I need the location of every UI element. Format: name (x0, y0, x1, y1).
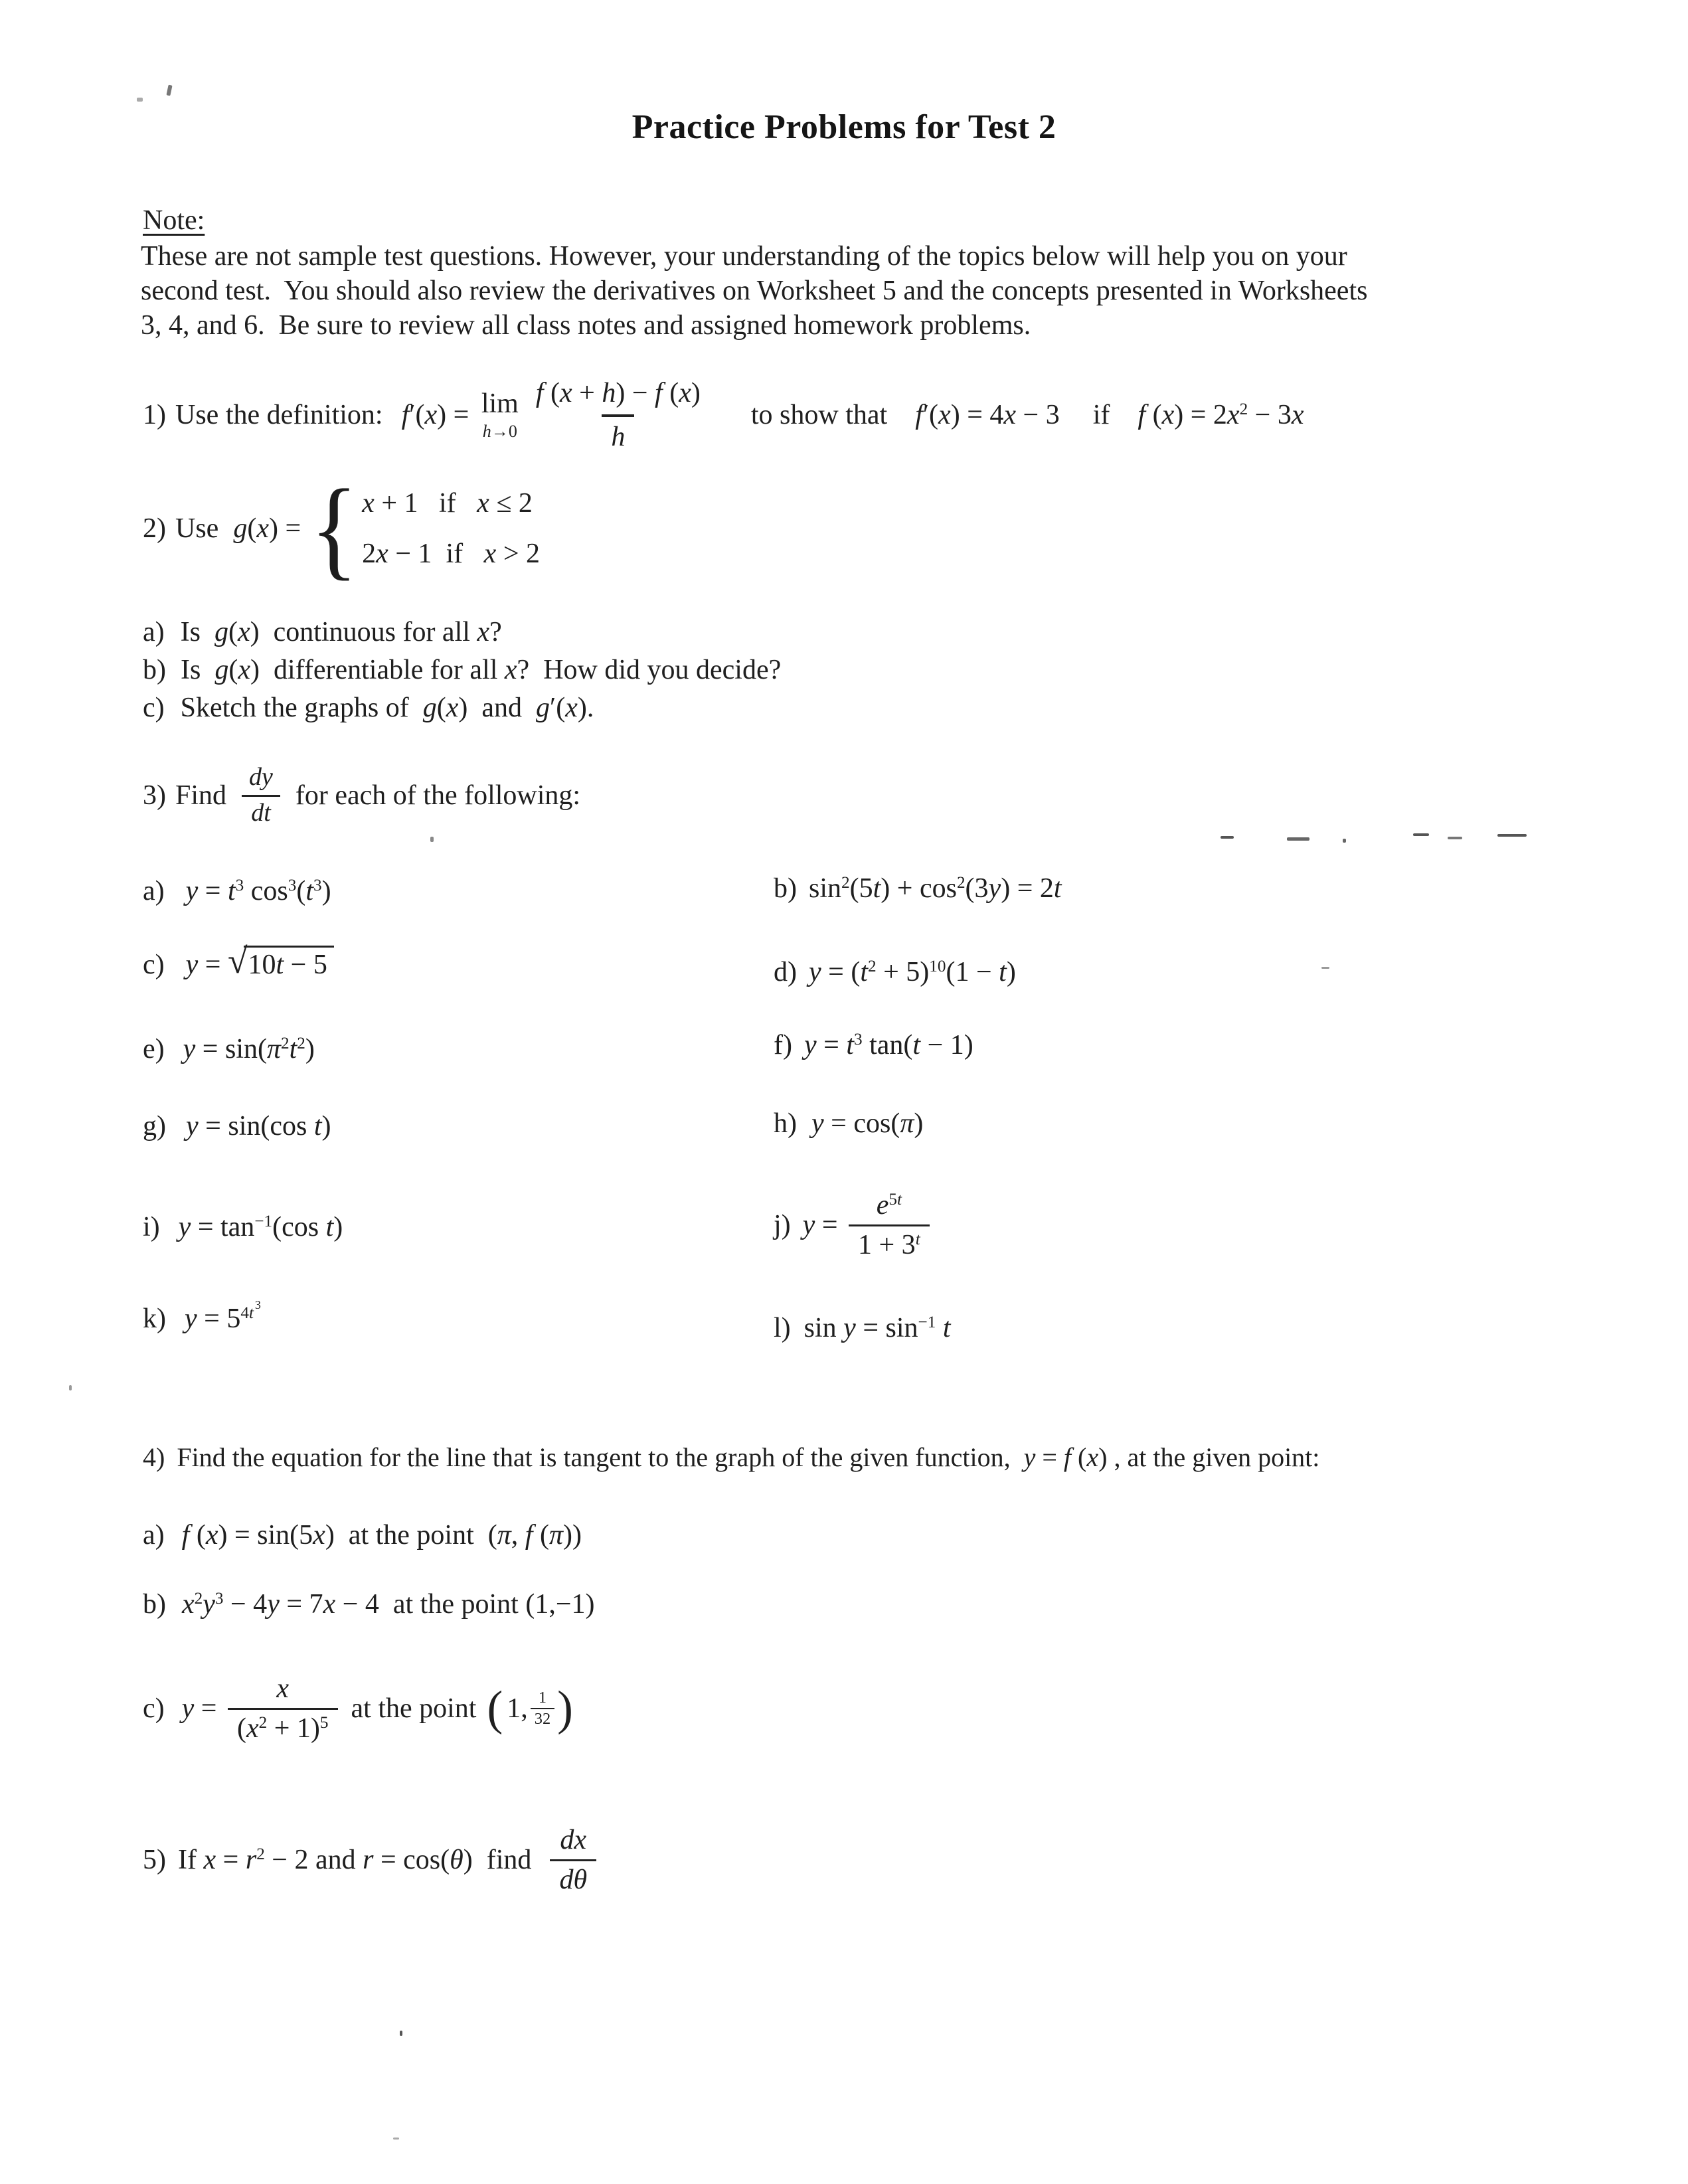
f-of-x: f $(x) = 2x^2 - 3x$ (1138, 399, 1304, 430)
dtheta: dθ (550, 1859, 596, 1896)
difference-quotient (527, 377, 710, 454)
problem-4c-pre: y = (181, 1693, 224, 1724)
scan-artifact (1497, 834, 1527, 837)
problem-4-number: 4) (143, 1442, 165, 1472)
item-e-expression: $y = \sin(\pi^2t^2)$ (183, 1034, 315, 1064)
item-b (774, 873, 1062, 904)
item-l-expression: $\sin y = \sin^{-1} t$ (803, 1313, 951, 1343)
point-y-numerator: 1 (538, 1688, 547, 1707)
piecewise-rows (362, 487, 540, 570)
problem-1-lead: Use the definition: (175, 399, 383, 430)
point-y-denominator: 32 (531, 1708, 554, 1727)
note-label: Note: (143, 205, 205, 236)
problem-2a-text: Is g(x) continuous for all x? (180, 617, 502, 647)
scan-artifact (430, 837, 434, 842)
item-d-label: d) (774, 957, 797, 987)
note-line-1: These are not sample test questions. However, your understanding of the topics below will help you on your (141, 241, 1347, 272)
item-j-label: j) (774, 1209, 791, 1240)
lim-subscript: h→0 (482, 421, 517, 441)
problem-4b (143, 1588, 595, 1620)
item-h-label: h) (774, 1108, 797, 1139)
problem-3-header (143, 761, 580, 830)
item-f-label: f) (774, 1030, 792, 1060)
problem-3-number: 3) (143, 780, 166, 811)
item-c-label: c) (143, 950, 165, 980)
g-of-x: g(x) = (233, 513, 301, 544)
item-e-label: e) (143, 1034, 165, 1064)
problem-2b (143, 654, 781, 686)
item-j-fraction (849, 1189, 930, 1261)
problem-5-lead: If $x = r^2 - 2$ and r = cos(θ) find (178, 1844, 532, 1875)
item-a (143, 875, 331, 907)
piecewise-brace: { (310, 467, 359, 590)
item-e (143, 1033, 315, 1065)
dx: dx (560, 1825, 587, 1856)
problem-4a-expression: f (x) = sin(5x) at the point (π, f (π)) (181, 1520, 582, 1551)
if-word: if (1092, 399, 1110, 430)
item-l-label: l) (774, 1313, 791, 1343)
fprime-result: f′(x) = 4x − 3 (915, 399, 1060, 430)
problem-2b-text: Is g(x) differentiable for all x? How did you decide? (181, 655, 782, 685)
scan-artifact (1343, 839, 1346, 843)
problem-4c-denominator: $(x^2 + 1)^5$ (228, 1708, 338, 1744)
problem-2a (143, 616, 502, 648)
item-k-label: k) (143, 1303, 166, 1334)
item-d-expression: $y = (t^2 + 5)^{10}(1 - t)$ (809, 957, 1016, 987)
problem-2b-label: b) (143, 655, 166, 685)
problem-3-lead: Find (175, 780, 227, 811)
problem-2-number: 2) (143, 513, 166, 544)
problem-2a-label: a) (143, 617, 165, 647)
problem-4c (143, 1659, 573, 1758)
piecewise-row-1: x + 1 if x ≤ 2 (362, 487, 533, 519)
lim-word: lim (481, 388, 519, 419)
problem-4c-label: c) (143, 1693, 165, 1724)
problem-2-lead: Use (175, 513, 219, 544)
quotient-numerator: f (x + h) − f (x) (535, 377, 701, 408)
item-j-numerator: $e^{5t}$ (876, 1190, 902, 1221)
item-i-label: i) (143, 1212, 160, 1242)
note-paragraph (141, 240, 1535, 344)
page-title: Practice Problems for Test 2 (632, 108, 1056, 146)
limit-operator (481, 390, 519, 440)
problem-5-number: 5) (143, 1844, 166, 1875)
problem-1-number: 1) (143, 399, 166, 430)
close-paren: ) (557, 1681, 573, 1735)
item-i (143, 1211, 343, 1243)
item-f-expression: $y = t^3$ tan(t − 1) (803, 1030, 973, 1060)
item-b-label: b) (774, 873, 797, 904)
item-j-pre: y = (802, 1209, 845, 1240)
problem-4a (143, 1519, 582, 1551)
item-c (143, 940, 334, 981)
dy-dt-fraction (240, 763, 282, 827)
fprime-definition: f′(x) = (401, 399, 476, 430)
scan-artifact (1221, 836, 1234, 839)
item-i-expression: $y = \tan^{-1}(\cos$ t) (178, 1212, 343, 1242)
item-l (774, 1312, 951, 1344)
item-g-label: g) (143, 1111, 166, 1141)
scan-artifact (137, 98, 143, 102)
note-line-2: second test. You should also review the derivatives on Worksheet 5 and the concepts presented in Worksheets (141, 276, 1368, 306)
problem-1-mid-text: to show that (750, 399, 888, 430)
scan-artifact (166, 85, 172, 96)
item-c-pre: y = (185, 950, 228, 980)
item-d (774, 956, 1016, 988)
problem-2c-label: c) (143, 693, 165, 723)
item-f (774, 1029, 973, 1061)
problem-4c-mid: at the point (351, 1693, 477, 1724)
item-h-expression: y = cos(π) (811, 1108, 924, 1139)
problem-4a-label: a) (143, 1520, 165, 1551)
item-g (143, 1110, 331, 1142)
item-k (143, 1298, 261, 1335)
item-b-expression: $\sin^2(5t) + \cos^2(3y) = 2t$ (809, 873, 1062, 904)
problem-4c-numerator: x (276, 1673, 290, 1705)
item-a-label: a) (143, 876, 165, 906)
problem-4c-point (487, 1681, 573, 1735)
problem-2c (143, 692, 594, 724)
item-h (774, 1108, 923, 1139)
problem-2c-text: Sketch the graphs of g(x) and g′(x). (180, 693, 594, 723)
problem-4c-fraction (228, 1673, 338, 1744)
problem-1 (143, 362, 1304, 468)
problem-2 (143, 467, 541, 590)
scan-artifact (1448, 837, 1462, 839)
scan-artifact (1413, 833, 1429, 836)
problem-4-text: Find the equation for the line that is tangent to the graph of the given function, y = f (x) , at the given point: (177, 1442, 1320, 1472)
problem-3-tail: for each of the following: (295, 780, 581, 811)
open-paren: ( (487, 1681, 503, 1735)
point-x-value: 1, (507, 1693, 528, 1724)
scan-artifact (1287, 837, 1309, 841)
problem-5 (143, 1810, 596, 1910)
quotient-denominator: h (602, 414, 634, 453)
dt: dt (242, 795, 280, 828)
scan-artifact (400, 2031, 402, 2036)
item-j-denominator: $1 + 3^t$ (849, 1224, 930, 1261)
note-line-3: 3, 4, and 6. Be sure to review all class notes and assigned homework problems. (141, 310, 1031, 341)
item-a-expression: $y = t^3$ $\cos^3(t^3)$ (185, 876, 331, 906)
item-k-expression: $y = 5^{4t}$ $^3$ (185, 1298, 261, 1334)
item-g-expression: y = sin(cos t) (186, 1111, 331, 1141)
scan-artifact (393, 2138, 399, 2140)
item-j (774, 1177, 930, 1274)
scan-artifact (1321, 967, 1329, 969)
point-y-fraction (531, 1690, 554, 1728)
problem-4b-label: b) (143, 1589, 166, 1620)
radicand: 10t − 5 (244, 946, 333, 981)
dx-dtheta-fraction (550, 1824, 596, 1896)
problem-4-header (143, 1442, 1319, 1473)
dy: dy (249, 763, 273, 792)
scan-artifact (69, 1385, 72, 1390)
piecewise-row-2: 2x − 1 if x > 2 (362, 539, 541, 569)
problem-4b-expression: $x^2y^3 - 4y = 7x - 4$ at the point (1,−1) (182, 1589, 595, 1620)
item-c-radical: √ 10t − 5 (228, 946, 334, 981)
